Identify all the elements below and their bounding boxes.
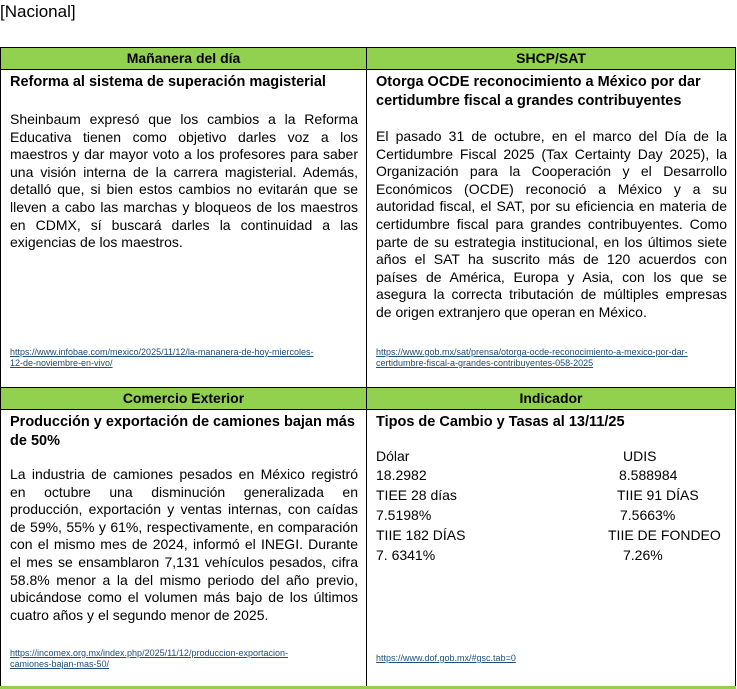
indicador-link[interactable]: https://www.dof.gob.mx/#gsc.tab=0 [376, 653, 516, 663]
mananera-link-line-2[interactable]: 12-de-noviembre-en-vivo/ [10, 358, 113, 368]
ind-label-udis: UDIS [623, 448, 657, 464]
ind-value-tiie91: 7.5663% [620, 507, 676, 523]
header-comercio: Comercio Exterior [1, 388, 367, 410]
cell-mananera [1, 70, 367, 388]
mananera-link[interactable] [10, 347, 313, 369]
header-indicador: Indicador [367, 388, 736, 410]
ind-label-tiie182: TIIE 182 DÍAS [376, 527, 466, 543]
ind-value-dolar: 18.2982 [376, 467, 427, 483]
indicador-title: Tipos de Cambio y Tasas al 13/11/25 [376, 414, 625, 430]
ind-value-tiie-fondeo: 7.26% [623, 547, 663, 563]
ind-label-tiie91: TIIE 91 DÍAS [617, 487, 699, 503]
mananera-body: Sheinbaum expresó que los cambios a la Reforma Educativa tienen como objetivo darles voz a los maestros y dar mayor voto a los profesores para saber una visión interna de la carrera magisterial. Además, detalló que, si bien estos cambios no evitarán que se lleven a cabo las marchas y bloqueos de los maestros en CDMX, sí buscará darles la continuidad a las exigencias de los maestros. [10, 111, 358, 251]
mananera-link-line-1[interactable]: https://www.infobae.com/mexico/2025/11/12/la-mananera-de-hoy-miercoles- [10, 347, 314, 357]
shcp-body: El pasado 31 de octubre, en el marco del Día de la Certidumbre Fiscal 2025 (Tax Certainty Day 2025), la Organización para la Cooperación y el Desarrollo Económicos (OCDE) reconoció a México y a su autoridad fiscal, el SAT, por su eficiencia en materia de certidumbre fiscal para grandes contribuyentes. Como parte de su estrategia institucional, en los últimos siete años el SAT ha suscrito más de 120 acuerdos con países de América, Europa y Asia, con los que se asegura la correcta tributación de múltiples empresas de origen extranjero que operan en México. [376, 128, 727, 320]
header-mananera: Mañanera del día [1, 48, 367, 70]
cell-comercio [1, 410, 367, 687]
ind-value-tiee28: 7.5198% [376, 507, 432, 523]
comercio-link-line-2[interactable]: camiones-bajan-mas-50/ [10, 659, 110, 669]
mananera-title: Reforma al sistema de superación magisterial [10, 74, 326, 90]
header-shcp: SHCP/SAT [367, 48, 736, 70]
shcp-title: Otorga OCDE reconocimiento a México por dar certidumbre fiscal a grandes contribuyentes [376, 74, 701, 109]
ind-value-tiie182: 7. 6341% [376, 547, 436, 563]
comercio-body: La industria de camiones pesados en México registró en octubre una disminución generalizada en producción, exportación y ventas internas, con caídas de 59%, 55% y 61%, respectivamente, en comparación con el mismo mes de 2024, informó el INEGI. Durante el mes se ensamblaron 7,131 vehículos pesados, cifra 58.8% menor a la del mismo periodo del año previo, ubicándose como el volumen más bajo de los últimos cuatro años y el segundo menor de 2025. [10, 466, 358, 623]
shcp-link-line-1[interactable]: https://www.gob.mx/sat/prensa/otorga-ocde-reconocimiento-a-mexico-por-dar- [376, 347, 688, 357]
ind-value-udis: 8.588984 [619, 467, 678, 483]
ind-label-dolar: Dólar [376, 448, 410, 464]
comercio-link-line-1[interactable]: https://incomex.org.mx/index.php/2025/11/12/produccion-exportacion- [10, 648, 288, 658]
cell-shcp [367, 70, 736, 388]
ind-label-tiie-fondeo: TIIE DE FONDEO [608, 527, 721, 543]
section-tag: [Nacional] [0, 2, 76, 21]
cell-indicador [367, 410, 736, 687]
news-table [0, 47, 736, 689]
ind-label-tiee28: TIEE 28 días [376, 487, 457, 503]
shcp-link[interactable] [376, 347, 688, 369]
shcp-link-line-2[interactable]: certidumbre-fiscal-a-grandes-contribuyentes-058-2025 [376, 358, 594, 368]
comercio-link[interactable] [10, 648, 288, 670]
comercio-title: Producción y exportación de camiones bajan más de 50% [10, 414, 355, 449]
